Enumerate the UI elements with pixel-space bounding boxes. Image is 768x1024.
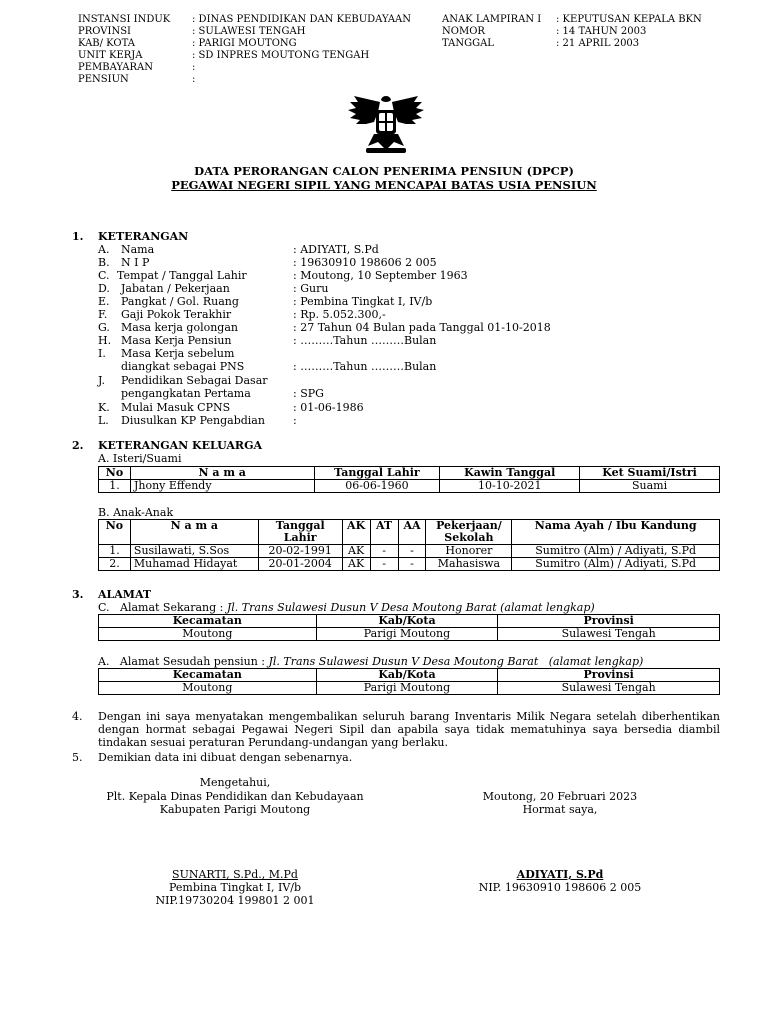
table-header: Kab/Kota: [316, 615, 498, 628]
item-value: :: [293, 414, 297, 427]
item-letter: A.: [98, 243, 110, 256]
table-cell: Muhamad Hidayat: [130, 558, 258, 571]
table-header: Tanggal Lahir: [314, 467, 440, 480]
header-label: INSTANSI INDUK: [78, 14, 171, 25]
table-cell: Jhony Effendy: [130, 480, 314, 493]
table-cell: Sulawesi Tengah: [498, 628, 720, 641]
title-line-2: PEGAWAI NEGERI SIPIL YANG MENCAPAI BATAS USIA PENSIUN: [171, 178, 597, 192]
table-header: AA: [398, 520, 426, 533]
table-header-row: [99, 615, 720, 628]
header-label: ANAK LAMPIRAN I: [442, 14, 542, 25]
table-header: Sekolah: [426, 532, 512, 545]
sign-left-line2: Plt. Kepala Dinas Pendidikan dan Kebudayaan: [106, 790, 364, 803]
table-header: Provinsi: [498, 615, 720, 628]
table-cell: 10-10-2021: [440, 480, 580, 493]
table-cell: Sumitro (Alm) / Adiyati, S.Pd: [512, 558, 720, 571]
title-line-1: DATA PERORANGAN CALON PENERIMA PENSIUN (DPCP): [194, 164, 574, 178]
table-header-row: [99, 520, 720, 533]
current-address-value: Jl. Trans Sulawesi Dusun V Desa Moutong Barat (alamat lengkap): [226, 601, 595, 614]
table-header-row: [99, 532, 720, 545]
table-header: Kecamatan: [99, 669, 317, 682]
header-label: TANGGAL: [442, 38, 494, 49]
table-cell: Parigi Moutong: [316, 682, 498, 695]
garuda-emblem: [344, 92, 428, 156]
table-cell: -: [398, 558, 426, 571]
item-value: : 27 Tahun 04 Bulan pada Tanggal 01-10-2018: [293, 321, 551, 334]
spouse-label: A. Isteri/Suami: [98, 452, 182, 465]
item-label: Diusulkan KP Pengabdian: [121, 414, 265, 427]
item-label-cont: pengangkatan Pertama: [121, 387, 251, 400]
item-label: Pangkat / Gol. Ruang: [121, 295, 239, 308]
table-cell: -: [370, 545, 398, 558]
item-label: Jabatan / Pekerjaan: [121, 282, 230, 295]
table-cell: Suami: [580, 480, 720, 493]
item-value: : ………Tahun ………Bulan: [293, 334, 437, 347]
item-5-text: Demikian data ini dibuat dengan sebenarnya.: [98, 751, 353, 764]
header-value: : PARIGI MOUTONG: [192, 38, 297, 49]
table-header: Lahir: [258, 532, 342, 545]
table-header: [130, 532, 258, 545]
item-value: : 01-06-1986: [293, 401, 364, 414]
item-label: Tempat / Tanggal Lahir: [117, 269, 247, 282]
current-address-table: [98, 614, 720, 641]
sign-left-line3: Kabupaten Parigi Moutong: [159, 803, 311, 816]
table-header-row: [99, 669, 720, 682]
spouse-table: [98, 466, 720, 493]
document-title: [0, 164, 768, 178]
children-table: [98, 519, 720, 571]
after-address-line: [98, 655, 643, 668]
item-value: : Rp. 5.052.300,-: [293, 308, 386, 321]
table-header: N a m a: [130, 467, 314, 480]
item-letter: E.: [98, 295, 110, 308]
item-label-cont: diangkat sebagai PNS: [121, 360, 245, 373]
table-header: Pekerjaan/: [426, 520, 512, 533]
section-title: KETERANGAN: [98, 230, 189, 243]
sign-right-name: ADIYATI, S.Pd: [516, 868, 604, 881]
item-value: : Guru: [293, 282, 329, 295]
item-letter: H.: [98, 334, 112, 347]
header-value: : 14 TAHUN 2003: [556, 26, 647, 37]
table-cell: AK: [342, 545, 370, 558]
table-row: [99, 628, 720, 641]
table-header: Provinsi: [498, 669, 720, 682]
table-cell: Parigi Moutong: [316, 628, 498, 641]
item-letter: C.: [98, 269, 110, 282]
table-row: [99, 480, 720, 493]
table-row: [99, 545, 720, 558]
item-4-text: Dengan ini saya menyatakan mengembalikan seluruh barang Inventaris Milik Negara setelah diberhentikan dengan hormat sebagai Pegawai Negeri Sipil dan apabila saya tidak mematuhinya saya bersedia diambil tindakan sesuai peraturan Perundang-undangan yang berlaku.: [98, 710, 720, 749]
children-label: B. Anak-Anak: [98, 506, 174, 519]
table-cell: -: [370, 558, 398, 571]
item-label: N I P: [121, 256, 150, 269]
table-header: [342, 532, 370, 545]
table-header: No: [99, 520, 131, 533]
sign-left-nip: NIP.19730204 199801 2 001: [155, 894, 315, 907]
item-letter: F.: [98, 308, 108, 321]
item-label: Gaji Pokok Terakhir: [121, 308, 232, 321]
table-cell: Susilawati, S.Sos: [130, 545, 258, 558]
item-label: Mulai Masuk CPNS: [121, 401, 231, 414]
table-cell: 20-01-2004: [258, 558, 342, 571]
item-value: : 19630910 198606 2 005: [293, 256, 437, 269]
table-header: Ket Suami/Istri: [580, 467, 720, 480]
item-label: Masa Kerja sebelum: [121, 347, 235, 360]
sign-right-line2: Hormat saya,: [522, 803, 598, 816]
table-header: N a m a: [130, 520, 258, 533]
item-4-number: 4.: [72, 710, 83, 723]
table-header-row: [99, 467, 720, 480]
table-cell: 06-06-1960: [314, 480, 440, 493]
table-header: Tanggal: [258, 520, 342, 533]
sign-left-rank: Pembina Tingkat I, IV/b: [168, 881, 302, 894]
table-row: [99, 558, 720, 571]
section-title: ALAMAT: [98, 588, 152, 601]
table-cell: 2.: [99, 558, 131, 571]
table-cell: -: [398, 545, 426, 558]
item-label: Masa kerja golongan: [121, 321, 238, 334]
header-value: :: [192, 62, 196, 73]
table-header: [99, 532, 131, 545]
document-subtitle: [0, 178, 768, 192]
table-cell: Sumitro (Alm) / Adiyati, S.Pd: [512, 545, 720, 558]
header-value: :: [192, 74, 196, 85]
sign-right-line1: Moutong, 20 Februari 2023: [482, 790, 638, 803]
header-label: PENSIUN: [78, 74, 129, 85]
item-letter: L.: [98, 414, 109, 427]
table-header: [398, 532, 426, 545]
item-label: Nama: [121, 243, 155, 256]
item-value: : ………Tahun ………Bulan: [293, 360, 437, 373]
sign-right-nip: NIP. 19630910 198606 2 005: [478, 881, 642, 894]
item-value: : ADIYATI, S.Pd: [293, 243, 379, 256]
sign-right-name-wrap: [420, 868, 700, 881]
table-cell: Moutong: [99, 628, 317, 641]
after-address-label: A. Alamat Sesudah pensiun :: [98, 655, 269, 668]
table-row: [99, 682, 720, 695]
table-header: Kawin Tanggal: [440, 467, 580, 480]
table-header: [512, 532, 720, 545]
table-cell: Mahasiswa: [426, 558, 512, 571]
table-cell: Moutong: [99, 682, 317, 695]
table-header: Kab/Kota: [316, 669, 498, 682]
section-number: 2.: [72, 439, 84, 452]
item-letter: G.: [98, 321, 110, 334]
item-label: Pendidikan Sebagai Dasar: [121, 374, 268, 387]
table-cell: 1.: [99, 545, 131, 558]
current-address-line: [98, 601, 595, 614]
header-label: KAB/ KOTA: [78, 38, 135, 49]
header-value: : 21 APRIL 2003: [556, 38, 640, 49]
after-address-value: Jl. Trans Sulawesi Dusun V Desa Moutong Barat (alamat lengkap): [268, 655, 644, 668]
item-letter: B.: [98, 256, 110, 269]
header-label: PROVINSI: [78, 26, 132, 37]
header-label: NOMOR: [442, 26, 485, 37]
sign-left-line1: Mengetahui,: [199, 776, 271, 789]
item-letter: J.: [98, 374, 106, 387]
header-label: UNIT KERJA: [78, 50, 143, 61]
table-header: [370, 532, 398, 545]
table-header: Nama Ayah / Ibu Kandung: [512, 520, 720, 533]
table-cell: Honorer: [426, 545, 512, 558]
header-value: : SD INPRES MOUTONG TENGAH: [192, 50, 370, 61]
table-header: No: [99, 467, 131, 480]
item-label: Masa Kerja Pensiun: [121, 334, 232, 347]
table-header: AT: [370, 520, 398, 533]
table-cell: AK: [342, 558, 370, 571]
section-number: 3.: [72, 588, 84, 601]
item-letter: D.: [98, 282, 110, 295]
item-letter: I.: [98, 347, 106, 360]
sign-left-name-wrap: [80, 868, 390, 881]
item-value: : Moutong, 10 September 1963: [293, 269, 468, 282]
table-header: Kecamatan: [99, 615, 317, 628]
table-header: AK: [342, 520, 370, 533]
current-address-label: C. Alamat Sekarang :: [98, 601, 227, 614]
table-cell: Sulawesi Tengah: [498, 682, 720, 695]
item-5-number: 5.: [72, 751, 83, 764]
section-number: 1.: [72, 230, 84, 243]
item-value: : SPG: [293, 387, 324, 400]
after-address-table: [98, 668, 720, 695]
header-value: : DINAS PENDIDIKAN DAN KEBUDAYAAN: [192, 14, 412, 25]
table-cell: 20-02-1991: [258, 545, 342, 558]
item-value: : Pembina Tingkat I, IV/b: [293, 295, 433, 308]
table-cell: 1.: [99, 480, 131, 493]
sign-left-name: SUNARTI, S.Pd., M.Pd: [172, 868, 298, 881]
item-letter: K.: [98, 401, 110, 414]
header-label: PEMBAYARAN: [78, 62, 153, 73]
header-value: : KEPUTUSAN KEPALA BKN: [556, 14, 702, 25]
header-value: : SULAWESI TENGAH: [192, 26, 306, 37]
section-title: KETERANGAN KELUARGA: [98, 439, 262, 452]
